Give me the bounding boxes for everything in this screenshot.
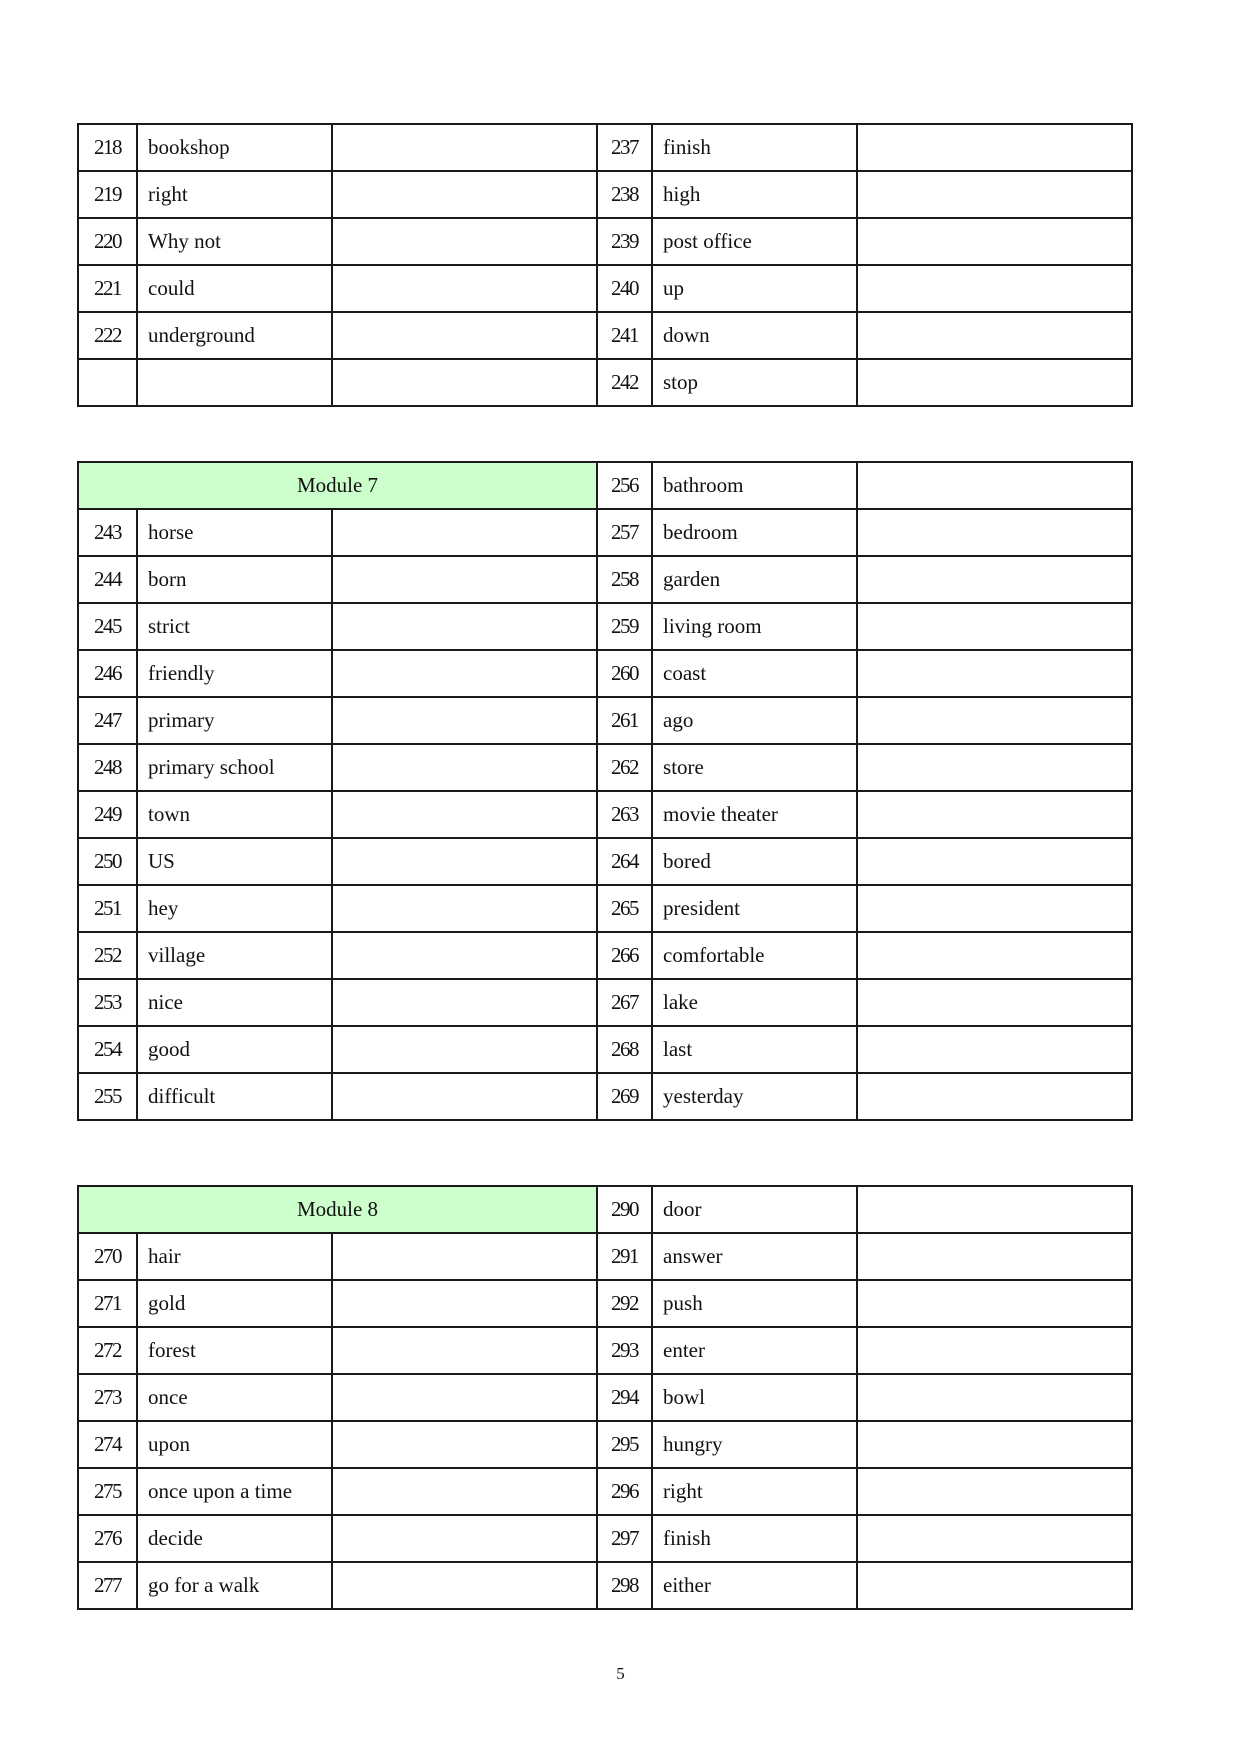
table-row: [78, 979, 1132, 1026]
answer-cell[interactable]: [857, 838, 1132, 885]
word-number: 292: [597, 1280, 652, 1327]
word-number: 246: [78, 650, 137, 697]
word-number: 275: [78, 1468, 137, 1515]
answer-cell[interactable]: [332, 1233, 597, 1280]
answer-cell[interactable]: [857, 1421, 1132, 1468]
word-number: 276: [78, 1515, 137, 1562]
word-number: [78, 359, 137, 406]
module-title: Module 7: [78, 462, 597, 509]
word-number: 270: [78, 1233, 137, 1280]
table-row: [78, 509, 1132, 556]
word-text: nice: [137, 979, 332, 1026]
word-text: push: [652, 1280, 857, 1327]
word-number: 258: [597, 556, 652, 603]
word-text: hungry: [652, 1421, 857, 1468]
answer-cell[interactable]: [857, 932, 1132, 979]
word-number: 277: [78, 1562, 137, 1609]
word-number: 247: [78, 697, 137, 744]
answer-cell[interactable]: [857, 218, 1132, 265]
word-text: hair: [137, 1233, 332, 1280]
answer-cell[interactable]: [857, 265, 1132, 312]
answer-cell[interactable]: [332, 359, 597, 406]
word-text: bowl: [652, 1374, 857, 1421]
module-header-row: [78, 1186, 1132, 1233]
word-text: gold: [137, 1280, 332, 1327]
answer-cell[interactable]: [857, 791, 1132, 838]
word-text: door: [652, 1186, 857, 1233]
table-row: [78, 359, 1132, 406]
table-row: [78, 265, 1132, 312]
table-row: [78, 1374, 1132, 1421]
word-number: 294: [597, 1374, 652, 1421]
table-row: [78, 1468, 1132, 1515]
answer-cell[interactable]: [332, 603, 597, 650]
word-number: 254: [78, 1026, 137, 1073]
table-row: [78, 312, 1132, 359]
table-row: [78, 556, 1132, 603]
word-text: yesterday: [652, 1073, 857, 1120]
answer-cell[interactable]: [857, 1073, 1132, 1120]
word-text: upon: [137, 1421, 332, 1468]
word-number: 253: [78, 979, 137, 1026]
word-number: 297: [597, 1515, 652, 1562]
word-number: 293: [597, 1327, 652, 1374]
word-text: US: [137, 838, 332, 885]
word-text: high: [652, 171, 857, 218]
answer-cell[interactable]: [332, 556, 597, 603]
word-text: right: [652, 1468, 857, 1515]
answer-cell[interactable]: [857, 359, 1132, 406]
answer-cell[interactable]: [857, 697, 1132, 744]
word-number: 239: [597, 218, 652, 265]
table-row: [78, 1562, 1132, 1609]
word-text: difficult: [137, 1073, 332, 1120]
word-text: store: [652, 744, 857, 791]
word-number: 296: [597, 1468, 652, 1515]
answer-cell[interactable]: [332, 312, 597, 359]
table-row: [78, 124, 1132, 171]
answer-cell[interactable]: [857, 312, 1132, 359]
word-number: 259: [597, 603, 652, 650]
word-text: right: [137, 171, 332, 218]
word-number: 262: [597, 744, 652, 791]
module-header-row: [78, 462, 1132, 509]
word-number: 243: [78, 509, 137, 556]
table-row: [78, 1515, 1132, 1562]
table-row: [78, 1327, 1132, 1374]
answer-cell[interactable]: [857, 1280, 1132, 1327]
table-row: [78, 1233, 1132, 1280]
answer-cell[interactable]: [332, 838, 597, 885]
table-row: [78, 697, 1132, 744]
word-number: 242: [597, 359, 652, 406]
word-text: born: [137, 556, 332, 603]
word-number: 241: [597, 312, 652, 359]
word-number: 291: [597, 1233, 652, 1280]
answer-cell[interactable]: [332, 1280, 597, 1327]
word-number: 252: [78, 932, 137, 979]
word-text: bookshop: [137, 124, 332, 171]
word-number: 260: [597, 650, 652, 697]
word-text: strict: [137, 603, 332, 650]
answer-cell[interactable]: [857, 1468, 1132, 1515]
word-number: 240: [597, 265, 652, 312]
answer-cell[interactable]: [857, 1562, 1132, 1609]
word-number: 220: [78, 218, 137, 265]
answer-cell[interactable]: [857, 650, 1132, 697]
word-text: bathroom: [652, 462, 857, 509]
table-row: [78, 1073, 1132, 1120]
word-number: 221: [78, 265, 137, 312]
word-text: coast: [652, 650, 857, 697]
word-text: living room: [652, 603, 857, 650]
word-number: 268: [597, 1026, 652, 1073]
word-text: president: [652, 885, 857, 932]
vocab-table-module-7: [77, 461, 1133, 1121]
word-text: hey: [137, 885, 332, 932]
word-text: post office: [652, 218, 857, 265]
word-number: 290: [597, 1186, 652, 1233]
word-text: horse: [137, 509, 332, 556]
answer-cell[interactable]: [332, 744, 597, 791]
table-row: [78, 171, 1132, 218]
word-text: comfortable: [652, 932, 857, 979]
answer-cell[interactable]: [332, 697, 597, 744]
answer-cell[interactable]: [332, 885, 597, 932]
word-number: 245: [78, 603, 137, 650]
word-text: underground: [137, 312, 332, 359]
word-text: bedroom: [652, 509, 857, 556]
word-number: 273: [78, 1374, 137, 1421]
word-number: 256: [597, 462, 652, 509]
table-row: [78, 885, 1132, 932]
answer-cell[interactable]: [332, 124, 597, 171]
word-number: 251: [78, 885, 137, 932]
answer-cell[interactable]: [857, 1186, 1132, 1233]
answer-cell[interactable]: [332, 1327, 597, 1374]
word-number: 295: [597, 1421, 652, 1468]
word-text: friendly: [137, 650, 332, 697]
word-text: stop: [652, 359, 857, 406]
table-row: [78, 603, 1132, 650]
word-text: primary school: [137, 744, 332, 791]
word-text: garden: [652, 556, 857, 603]
table-row: [78, 650, 1132, 697]
answer-cell[interactable]: [857, 603, 1132, 650]
word-number: 265: [597, 885, 652, 932]
word-number: 250: [78, 838, 137, 885]
word-text: once upon a time: [137, 1468, 332, 1515]
module-title: Module 8: [78, 1186, 597, 1233]
word-number: 222: [78, 312, 137, 359]
word-text: forest: [137, 1327, 332, 1374]
word-text: Why not: [137, 218, 332, 265]
answer-cell[interactable]: [857, 124, 1132, 171]
answer-cell[interactable]: [332, 979, 597, 1026]
answer-cell[interactable]: [332, 1026, 597, 1073]
word-number: 249: [78, 791, 137, 838]
answer-cell[interactable]: [332, 1562, 597, 1609]
answer-cell[interactable]: [332, 1515, 597, 1562]
word-number: 263: [597, 791, 652, 838]
word-text: lake: [652, 979, 857, 1026]
word-text: answer: [652, 1233, 857, 1280]
table-row: [78, 838, 1132, 885]
page-number: 5: [616, 1664, 625, 1683]
word-text: movie theater: [652, 791, 857, 838]
word-number: 219: [78, 171, 137, 218]
word-text: go for a walk: [137, 1562, 332, 1609]
answer-cell[interactable]: [332, 1073, 597, 1120]
answer-cell[interactable]: [332, 1421, 597, 1468]
word-text: last: [652, 1026, 857, 1073]
vocab-table-1: [77, 123, 1133, 407]
table-row: [78, 744, 1132, 791]
word-number: 267: [597, 979, 652, 1026]
table-row: [78, 1280, 1132, 1327]
word-text: finish: [652, 1515, 857, 1562]
word-text: up: [652, 265, 857, 312]
vocab-table-module-8: [77, 1185, 1133, 1610]
answer-cell[interactable]: [332, 1468, 597, 1515]
word-text: good: [137, 1026, 332, 1073]
word-number: 266: [597, 932, 652, 979]
table-row: [78, 1026, 1132, 1073]
table-row: [78, 791, 1132, 838]
word-text: finish: [652, 124, 857, 171]
answer-cell[interactable]: [857, 979, 1132, 1026]
word-text: primary: [137, 697, 332, 744]
answer-cell[interactable]: [332, 650, 597, 697]
answer-cell[interactable]: [857, 1515, 1132, 1562]
word-text: could: [137, 265, 332, 312]
answer-cell[interactable]: [332, 791, 597, 838]
word-text: down: [652, 312, 857, 359]
word-number: 257: [597, 509, 652, 556]
word-number: 261: [597, 697, 652, 744]
table-row: [78, 218, 1132, 265]
answer-cell[interactable]: [857, 1233, 1132, 1280]
word-text: enter: [652, 1327, 857, 1374]
answer-cell[interactable]: [857, 744, 1132, 791]
word-number: 255: [78, 1073, 137, 1120]
answer-cell[interactable]: [857, 885, 1132, 932]
answer-cell[interactable]: [857, 171, 1132, 218]
word-text: village: [137, 932, 332, 979]
answer-cell[interactable]: [332, 509, 597, 556]
word-text: bored: [652, 838, 857, 885]
answer-cell[interactable]: [857, 1026, 1132, 1073]
word-text: ago: [652, 697, 857, 744]
word-number: 298: [597, 1562, 652, 1609]
answer-cell[interactable]: [857, 1374, 1132, 1421]
word-number: 237: [597, 124, 652, 171]
answer-cell[interactable]: [332, 218, 597, 265]
word-number: 272: [78, 1327, 137, 1374]
answer-cell[interactable]: [332, 265, 597, 312]
answer-cell[interactable]: [857, 556, 1132, 603]
answer-cell[interactable]: [857, 509, 1132, 556]
word-text: once: [137, 1374, 332, 1421]
word-text: town: [137, 791, 332, 838]
word-number: 264: [597, 838, 652, 885]
answer-cell[interactable]: [332, 1374, 597, 1421]
word-number: 218: [78, 124, 137, 171]
word-number: 244: [78, 556, 137, 603]
table-row: [78, 1421, 1132, 1468]
word-text: either: [652, 1562, 857, 1609]
answer-cell[interactable]: [857, 1327, 1132, 1374]
word-number: 274: [78, 1421, 137, 1468]
word-number: 238: [597, 171, 652, 218]
answer-cell[interactable]: [332, 171, 597, 218]
table-row: [78, 932, 1132, 979]
word-number: 269: [597, 1073, 652, 1120]
answer-cell[interactable]: [857, 462, 1132, 509]
word-text: [137, 359, 332, 406]
word-number: 271: [78, 1280, 137, 1327]
word-text: decide: [137, 1515, 332, 1562]
answer-cell[interactable]: [332, 932, 597, 979]
word-number: 248: [78, 744, 137, 791]
